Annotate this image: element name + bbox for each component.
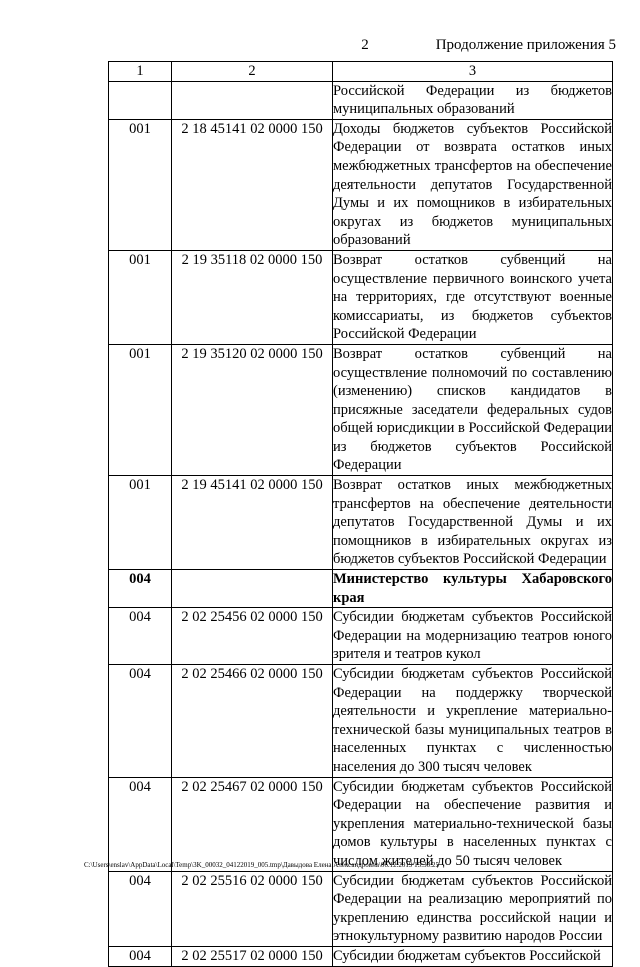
description-cell: Министерство культуры Хабаровского края	[333, 570, 613, 608]
admin-code-cell: 001	[109, 344, 172, 475]
table-row	[109, 665, 613, 778]
table-row	[109, 250, 613, 344]
admin-code-cell: 001	[109, 250, 172, 344]
admin-code-cell: 004	[109, 608, 172, 665]
budget-code-cell: 2 18 45141 02 0000 150	[172, 119, 333, 250]
description-cell: Российской Федерации из бюджетов муниципальных образований	[333, 81, 613, 119]
table-row	[109, 608, 613, 665]
budget-code-cell: 2 02 25467 02 0000 150	[172, 777, 333, 871]
admin-code-cell: 004	[109, 871, 172, 946]
budget-code-cell: 2 19 45141 02 0000 150	[172, 476, 333, 570]
table-row	[109, 81, 613, 119]
table-row	[109, 119, 613, 250]
table-row	[109, 570, 613, 608]
description-cell: Субсидии бюджетам субъектов Российской Федерации на реализацию мероприятий по укреплению единства российской нации и этнокультурному развитию народов России	[333, 871, 613, 946]
admin-code-cell: 004	[109, 570, 172, 608]
admin-code-cell: 001	[109, 119, 172, 250]
description-cell: Субсидии бюджетам субъектов Российской Федерации на обеспечение развития и укрепления материально-технической базы домов культуры в населенных пунктах с числом жителей до 50 тысяч человек	[333, 777, 613, 871]
file-path-footer: C:\Users\enslav\AppData\Local\Temp\3K_00032_04122019_005.tmp\Давыдова Елена Александровна\06.12.2019 15:30:25	[84, 861, 440, 869]
description-cell: Возврат остатков субвенций на осуществление первичного воинского учета на территориях, где отсутствуют военные комиссариаты, из бюджетов субъектов Российской Федерации	[333, 250, 613, 344]
budget-code-cell: 2 19 35118 02 0000 150	[172, 250, 333, 344]
page-number: 2	[361, 37, 369, 53]
continuation-title: Продолжение приложения 5	[435, 37, 616, 53]
table-row	[109, 777, 613, 871]
budget-code-cell: 2 02 25466 02 0000 150	[172, 665, 333, 778]
description-cell: Доходы бюджетов субъектов Российской Федерации от возврата остатков иных межбюджетных трансфертов на обеспечение деятельности депутатов Государственной Думы и их помощников в избирательных округах из бюджетов муниципальных образований	[333, 119, 613, 250]
admin-code-cell: 004	[109, 777, 172, 871]
budget-classification-table	[108, 61, 613, 967]
table-header-row	[109, 62, 613, 82]
description-cell: Возврат остатков иных межбюджетных трансфертов на обеспечение деятельности депутатов Государственной Думы и их помощников в избирательных округах из бюджетов субъектов Российской Федерации	[333, 476, 613, 570]
budget-code-cell	[172, 81, 333, 119]
column-header-2: 2	[172, 62, 333, 82]
admin-code-cell	[109, 81, 172, 119]
admin-code-cell: 004	[109, 665, 172, 778]
table-row	[109, 344, 613, 475]
description-cell: Субсидии бюджетам субъектов Российской Федерации на поддержку творческой деятельности и укрепление материально-технической базы муниципальных театров в населенных пунктах с численностью населения до 300 тысяч человек	[333, 665, 613, 778]
column-header-1: 1	[109, 62, 172, 82]
table-row	[109, 946, 613, 966]
budget-code-cell: 2 02 25516 02 0000 150	[172, 871, 333, 946]
table-row	[109, 871, 613, 946]
description-cell: Возврат остатков субвенций на осуществление полномочий по составлению (изменению) списков кандидатов в присяжные заседатели федеральных судов общей юрисдикции в Российской Федерации из бюджетов субъектов Российской Федерации	[333, 344, 613, 475]
admin-code-cell: 001	[109, 476, 172, 570]
budget-code-cell: 2 02 25456 02 0000 150	[172, 608, 333, 665]
budget-code-cell: 2 19 35120 02 0000 150	[172, 344, 333, 475]
budget-code-cell: 2 02 25517 02 0000 150	[172, 946, 333, 966]
description-cell: Субсидии бюджетам субъектов Российской Федерации на модернизацию театров юного зрителя и театров кукол	[333, 608, 613, 665]
column-header-3: 3	[333, 62, 613, 82]
budget-code-cell	[172, 570, 333, 608]
admin-code-cell: 004	[109, 946, 172, 966]
table-row	[109, 476, 613, 570]
description-cell: Субсидии бюджетам субъектов Российской	[333, 946, 613, 966]
